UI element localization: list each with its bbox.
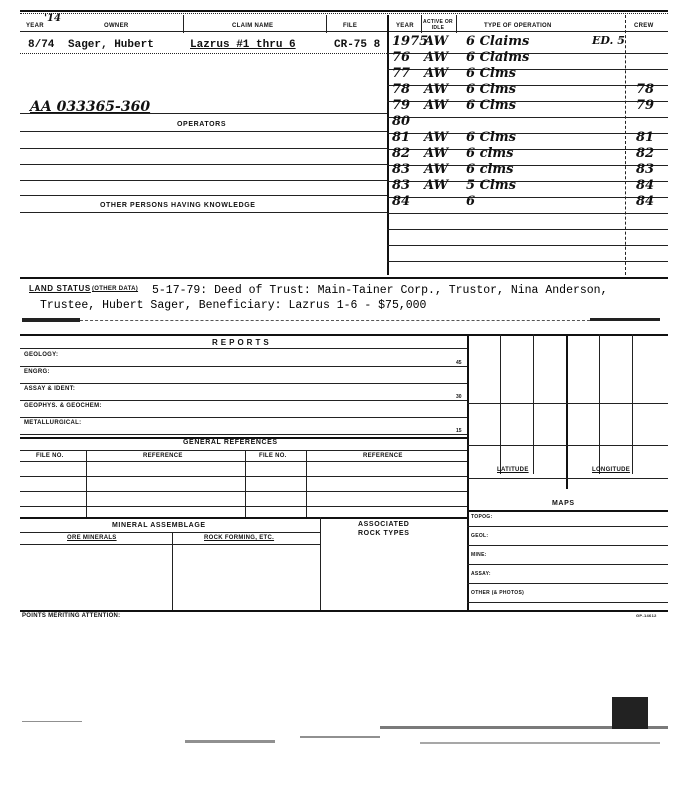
col-sep-main xyxy=(467,334,469,610)
form-id: GP-14612 xyxy=(636,613,657,618)
grid-v xyxy=(533,334,534,474)
grid-v xyxy=(500,334,501,474)
rock-types-label: ROCK TYPES xyxy=(358,530,410,537)
activity-operation: 6 Clms xyxy=(466,66,516,81)
rule xyxy=(467,510,668,512)
activity-status: AW xyxy=(424,130,449,145)
activity-operation: 6 Clms xyxy=(466,98,516,113)
gr-reference-1: REFERENCE xyxy=(143,453,183,459)
grid-v xyxy=(172,532,173,610)
report-rule xyxy=(20,366,467,367)
activity-status: AW xyxy=(424,162,449,177)
report-rule xyxy=(20,400,467,401)
scan-artifact xyxy=(22,721,82,722)
rule xyxy=(20,277,668,279)
maps-row-label: GEOL: xyxy=(471,533,489,539)
header-claim-name: CLAIM NAME xyxy=(232,23,274,29)
col-sep xyxy=(456,15,457,33)
land-status-sub: (OTHER DATA) xyxy=(92,286,139,292)
maps-row-rule xyxy=(467,583,668,584)
rule xyxy=(20,491,467,492)
general-references-title: GENERAL REFERENCES xyxy=(183,439,278,446)
report-label: METALLURGICAL: xyxy=(24,420,82,426)
activity-operation: 6 Clms xyxy=(466,130,516,145)
rule xyxy=(387,197,668,198)
report-label: GEOLOGY: xyxy=(24,352,59,358)
rule xyxy=(20,461,467,462)
latitude-label: LATITUDE xyxy=(497,467,529,473)
activity-crew: 81 xyxy=(636,130,655,145)
header-active-or-idle: ACTIVE OR IDLE xyxy=(423,19,453,31)
activity-year: 82 xyxy=(392,146,411,161)
activity-year: 84 xyxy=(392,194,411,209)
other-persons-label: OTHER PERSONS HAVING KNOWLEDGE xyxy=(100,202,256,209)
record-file-number-hand: AA 033365-360 xyxy=(30,99,151,115)
header-owner: OWNER xyxy=(104,23,129,29)
header-crew: CREW xyxy=(634,23,654,29)
maps-row-label: ASSAY: xyxy=(471,571,491,577)
activity-crew: 79 xyxy=(636,98,655,113)
header-bottom-line xyxy=(20,31,668,32)
grid-v xyxy=(566,334,568,489)
activity-status: AW xyxy=(424,34,449,49)
scan-artifact xyxy=(300,736,380,738)
report-number: 15 xyxy=(456,428,462,434)
activity-year: 78 xyxy=(392,82,411,97)
rule xyxy=(20,506,467,507)
activity-operation: 6 clms xyxy=(466,162,514,177)
rule xyxy=(20,544,320,545)
activity-crew: 82 xyxy=(636,146,655,161)
record-claim-name: Lazrus #1 thru 6 xyxy=(190,39,296,51)
grid-v xyxy=(320,517,321,610)
rule xyxy=(387,229,668,230)
activity-crew: 84 xyxy=(636,194,655,209)
grid-v xyxy=(245,450,246,517)
activity-operation: 6 xyxy=(466,194,476,209)
activity-status: AW xyxy=(424,98,449,113)
record-owner: Sager, Hubert xyxy=(68,39,154,51)
gr-file-no-1: FILE NO. xyxy=(36,453,64,459)
maps-title: MAPS xyxy=(552,500,575,507)
rule xyxy=(387,261,668,262)
activity-year: 79 xyxy=(392,98,411,113)
points-meriting-attention: POINTS MERITING ATTENTION: xyxy=(22,613,121,619)
record-date: 8/74 xyxy=(28,39,55,51)
scan-artifact xyxy=(380,726,668,729)
record-file: CR-75 8 xyxy=(334,39,381,51)
header-file: FILE xyxy=(343,23,358,29)
header-year-handwritten: '14 xyxy=(44,13,61,24)
maps-row-rule xyxy=(467,602,668,603)
header-type-of-operation: TYPE OF OPERATION xyxy=(484,23,552,29)
ink-smudge xyxy=(590,318,660,321)
maps-row-rule xyxy=(467,564,668,565)
activity-year: 76 xyxy=(392,50,411,65)
rule xyxy=(20,610,668,612)
rule xyxy=(20,113,387,114)
activity-operation: 5 Clms xyxy=(466,178,516,193)
rule xyxy=(20,450,467,451)
col-sep-main xyxy=(387,15,389,275)
activity-crew: 83 xyxy=(636,162,655,177)
rule xyxy=(387,117,668,118)
activity-status: AW xyxy=(424,82,449,97)
activity-operation: 6 Claims xyxy=(466,50,530,65)
activity-operation: 6 Clms xyxy=(466,82,516,97)
scan-artifact xyxy=(185,740,275,743)
activity-year: 1975 xyxy=(392,34,429,49)
land-status-label: LAND STATUS xyxy=(29,284,91,293)
land-status-line1: 5-17-79: Deed of Trust: Main-Tainer Corp., Trustor, Nina Anderson, xyxy=(152,284,608,297)
col-sep xyxy=(183,15,184,33)
rule xyxy=(20,532,320,533)
activity-operation: 6 Claims xyxy=(466,34,530,49)
associated-label: ASSOCIATED xyxy=(358,521,410,528)
ore-minerals-label: ORE MINERALS xyxy=(67,535,117,541)
header-year: YEAR xyxy=(26,23,44,29)
activity-status: AW xyxy=(424,178,449,193)
rule xyxy=(20,53,387,54)
mineral-title: MINERAL ASSEMBLAGE xyxy=(112,522,206,529)
activity-year: 81 xyxy=(392,130,411,145)
rule xyxy=(387,213,668,214)
rule xyxy=(20,517,467,519)
rule xyxy=(20,164,387,165)
report-rule xyxy=(20,417,467,418)
grid-h xyxy=(467,403,668,404)
activity-status: AW xyxy=(424,66,449,81)
activity-crew: 78 xyxy=(636,82,655,97)
activity-year: 83 xyxy=(392,162,411,177)
rule xyxy=(20,348,467,349)
grid-h xyxy=(467,445,668,446)
rule xyxy=(387,245,668,246)
rule xyxy=(80,320,590,321)
report-label: GEOPHYS. & GEOCHEM: xyxy=(24,403,102,409)
top-border-dots xyxy=(20,13,668,14)
maps-row-rule xyxy=(467,526,668,527)
activity-year: 80 xyxy=(392,114,411,129)
ink-smudge xyxy=(22,318,80,322)
report-number: 30 xyxy=(456,394,462,400)
report-rule xyxy=(20,383,467,384)
reports-title: REPORTS xyxy=(212,338,272,347)
maps-row-rule xyxy=(467,545,668,546)
grid-v xyxy=(599,334,600,474)
activity-operation: 6 clms xyxy=(466,146,514,161)
header-year-right: YEAR xyxy=(396,23,414,29)
land-status-line2: Trustee, Hubert Sager, Beneficiary: Lazrus 1-6 - $75,000 xyxy=(40,299,427,312)
gr-file-no-2: FILE NO. xyxy=(259,453,287,459)
grid-v xyxy=(306,450,307,517)
activity-crew: ED. 5 xyxy=(592,34,625,47)
report-label: ENGRG: xyxy=(24,369,50,375)
grid-v xyxy=(86,450,87,517)
maps-row-label: MINE: xyxy=(471,552,487,558)
scan-artifact xyxy=(612,697,648,729)
rock-forming-label: ROCK FORMING, ETC. xyxy=(204,535,275,541)
col-sep xyxy=(421,15,422,33)
maps-row-label: OTHER (& PHOTOS) xyxy=(471,590,525,596)
rule xyxy=(20,476,467,477)
maps-row-label: TOPOG: xyxy=(471,514,493,520)
rule xyxy=(20,131,387,132)
rule xyxy=(20,212,387,213)
rule xyxy=(20,334,668,336)
activity-year: 83 xyxy=(392,178,411,193)
activity-status: AW xyxy=(424,146,449,161)
rule xyxy=(20,180,387,181)
col-sep-crew xyxy=(625,15,626,275)
activity-year: 77 xyxy=(392,66,411,81)
longitude-label: LONGITUDE xyxy=(592,467,631,473)
top-border xyxy=(20,10,668,12)
activity-status: AW xyxy=(424,50,449,65)
report-number: 45 xyxy=(456,360,462,366)
grid-h xyxy=(467,478,668,479)
report-rule xyxy=(20,434,467,435)
gr-reference-2: REFERENCE xyxy=(363,453,403,459)
rule xyxy=(20,195,387,196)
operators-label: OPERATORS xyxy=(177,121,227,128)
report-label: ASSAY & IDENT: xyxy=(24,386,76,392)
col-sep xyxy=(326,15,327,33)
activity-crew: 84 xyxy=(636,178,655,193)
scan-artifact xyxy=(420,742,660,744)
rule xyxy=(20,148,387,149)
grid-v xyxy=(632,334,633,474)
